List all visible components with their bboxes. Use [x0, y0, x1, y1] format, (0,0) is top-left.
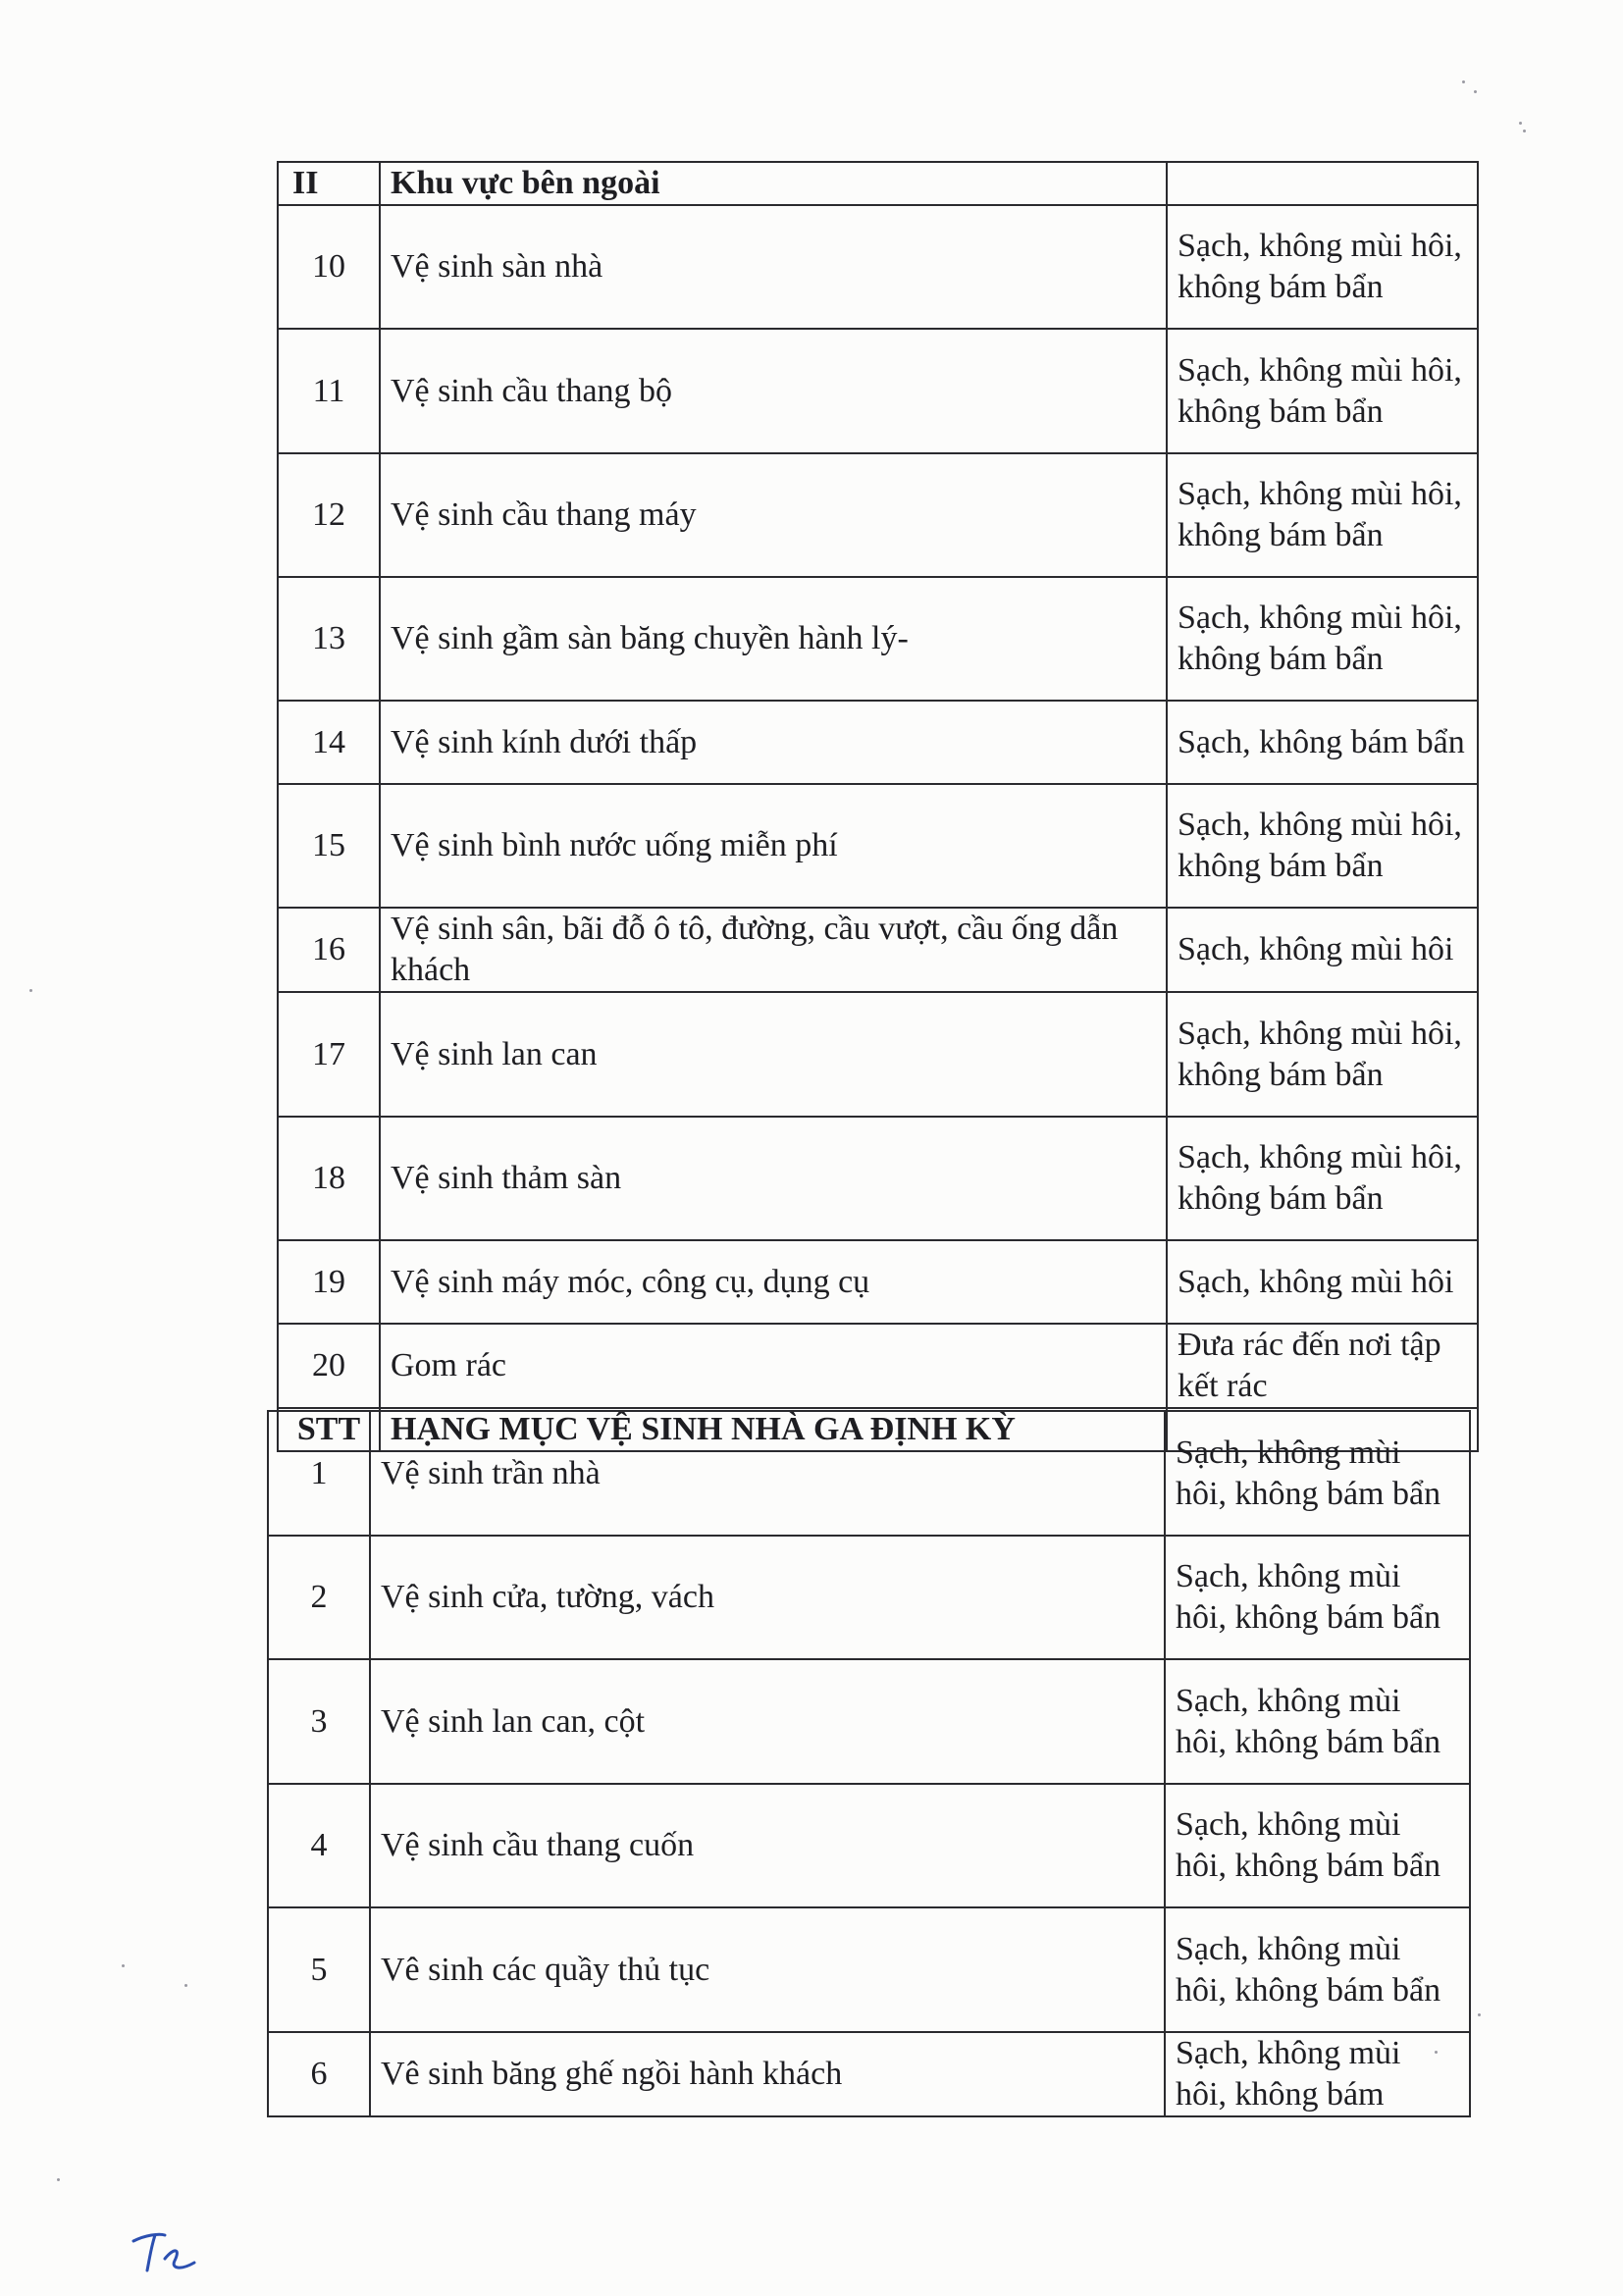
table-row	[268, 2032, 1470, 2116]
cleaning-standard: Sạch, không mùi hôi, không bám bẩn	[1167, 577, 1478, 701]
row-number: 18	[278, 1117, 380, 1240]
table-row	[278, 784, 1478, 908]
table-row	[278, 577, 1478, 701]
stt-column-header: STT	[278, 1408, 380, 1451]
cleaning-task: Vệ sinh lan can	[380, 992, 1167, 1117]
cleaning-task: Vệ sinh cầu thang máy	[380, 453, 1167, 577]
cleaning-standard: Sạch, không mùi hôi, không bám bẩn	[1167, 453, 1478, 577]
table-row	[268, 1536, 1470, 1659]
cleaning-standard: Sạch, không mùi hôi	[1167, 1240, 1478, 1324]
cleaning-standard: Sạch, không mùi hôi, không bám bẩn	[1165, 1659, 1470, 1784]
cleaning-task: Vệ sinh thảm sàn	[380, 1117, 1167, 1240]
section-roman-number: II	[278, 162, 380, 205]
cleaning-standard: Sạch, không mùi hôi, không bám bẩn	[1165, 1784, 1470, 1907]
cleaning-task: Vệ sinh kính dưới thấp	[380, 701, 1167, 784]
cleaning-task: Vệ sinh cửa, tường, vách	[370, 1536, 1165, 1659]
periodic-cleaning-table	[267, 1410, 1471, 2117]
row-number: 13	[278, 577, 380, 701]
cleaning-standard: Đưa rác đến nơi tập kết rác	[1167, 1324, 1478, 1408]
cleaning-standard: Sạch, không mùi hôi, không bám bẩn	[1165, 1536, 1470, 1659]
cleaning-task: Vệ sinh gầm sàn băng chuyền hành lý-	[380, 577, 1167, 701]
cleaning-task: Vệ sinh cầu thang cuốn	[370, 1784, 1165, 1907]
cleaning-task: Vê sinh các quầy thủ tục	[370, 1907, 1165, 2032]
row-number: 10	[278, 205, 380, 329]
section-header-row	[278, 162, 1478, 205]
cleaning-standard: Sạch, không mùi hôi, không bám bẩn	[1167, 784, 1478, 908]
row-number: 6	[268, 2032, 370, 2116]
table-row	[278, 992, 1478, 1117]
row-number: 11	[278, 329, 380, 453]
table-row	[278, 908, 1478, 992]
row-number: 4	[268, 1784, 370, 1907]
section-title: HẠNG MỤC VỆ SINH NHÀ GA ĐỊNH KỲ	[380, 1408, 1167, 1451]
table-row	[268, 1659, 1470, 1784]
cleaning-task: Gom rác	[380, 1324, 1167, 1408]
cleaning-task: Vệ sinh cầu thang bộ	[380, 329, 1167, 453]
section-header-empty-cell	[1167, 162, 1478, 205]
table-row	[278, 205, 1478, 329]
cleaning-standard: Sạch, không mùi hôi, không bám bẩn	[1165, 1907, 1470, 2032]
initials-signature-mark	[126, 2227, 204, 2276]
cleaning-standard: Sạch, không mùi hôi, không bám bẩn	[1167, 329, 1478, 453]
table-row	[278, 329, 1478, 453]
cleaning-standard: Sạch, không mùi hôi, không bám bẩn	[1167, 205, 1478, 329]
row-number: 2	[268, 1536, 370, 1659]
cleaning-task: Vệ sinh lan can, cột	[370, 1659, 1165, 1784]
table-row	[278, 1324, 1478, 1408]
row-number: 20	[278, 1324, 380, 1408]
row-number: 14	[278, 701, 380, 784]
cleaning-standard: Sạch, không mùi hôi	[1167, 908, 1478, 992]
cleaning-task: Vê sinh băng ghế ngồi hành khách	[370, 2032, 1165, 2116]
section-title: Khu vực bên ngoài	[380, 162, 1167, 205]
table-row	[278, 1240, 1478, 1324]
cleaning-task: Vệ sinh sân, bãi đỗ ô tô, đường, cầu vượt, cầu ống dẫn khách	[380, 908, 1167, 992]
cleaning-task: Vệ sinh sàn nhà	[380, 205, 1167, 329]
cleaning-task: Vệ sinh bình nước uống miễn phí	[380, 784, 1167, 908]
cleaning-task: Vệ sinh máy móc, công cụ, dụng cụ	[380, 1240, 1167, 1324]
cleaning-standard: Sạch, không mùi hôi, không bám bẩn	[1165, 1411, 1470, 1536]
row-number: 12	[278, 453, 380, 577]
table-row	[268, 1907, 1470, 2032]
row-number: 15	[278, 784, 380, 908]
cleaning-standard: Sạch, không mùi hôi, không bám	[1165, 2032, 1470, 2116]
cleaning-standard: Sạch, không mùi hôi, không bám bẩn	[1167, 1117, 1478, 1240]
row-number: 17	[278, 992, 380, 1117]
table-row	[268, 1784, 1470, 1907]
row-number: 3	[268, 1659, 370, 1784]
row-number: 16	[278, 908, 380, 992]
table-row	[268, 1411, 1470, 1536]
outside-area-table	[277, 161, 1479, 1452]
cleaning-task: Vệ sinh trần nhà	[370, 1411, 1165, 1536]
cleaning-standard: Sạch, không bám bẩn	[1167, 701, 1478, 784]
table-row	[278, 1117, 1478, 1240]
row-number: 1	[268, 1411, 370, 1536]
cleaning-standard: Sạch, không mùi hôi, không bám bẩn	[1167, 992, 1478, 1117]
table-row	[278, 701, 1478, 784]
row-number: 5	[268, 1907, 370, 2032]
row-number: 19	[278, 1240, 380, 1324]
table-row	[278, 453, 1478, 577]
